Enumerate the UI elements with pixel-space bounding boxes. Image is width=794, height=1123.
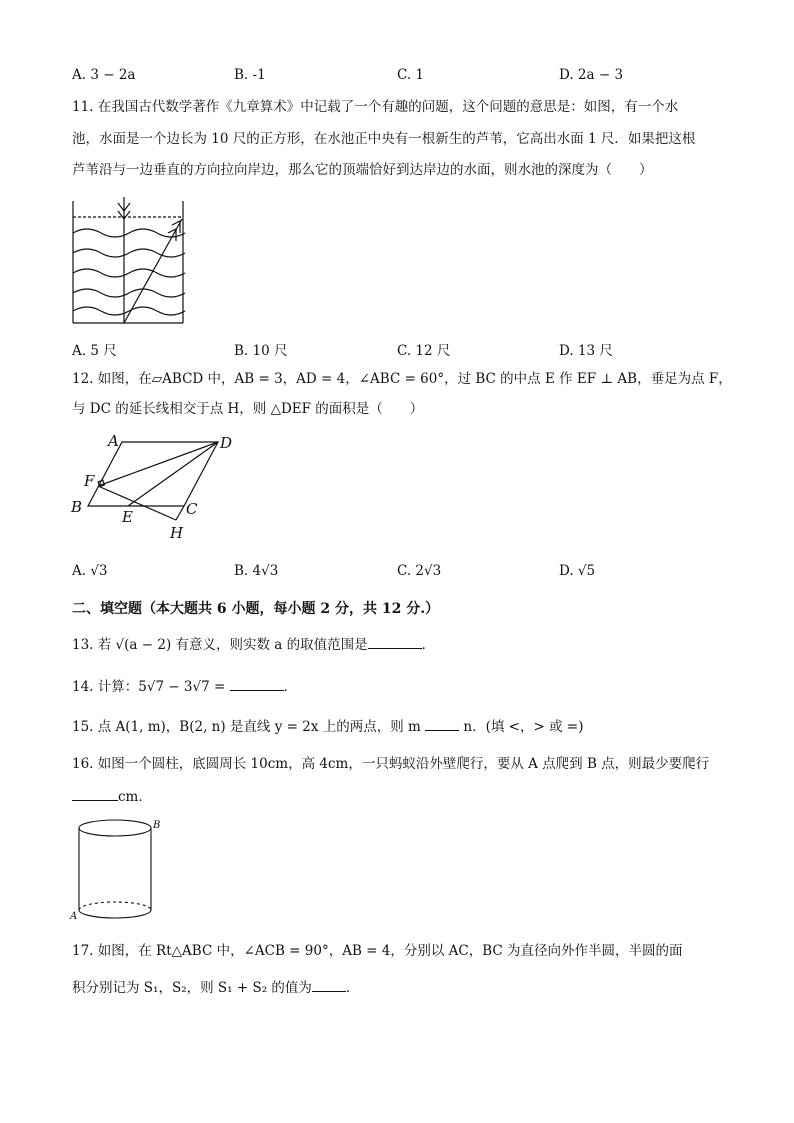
q10-option-a: A. 3 − 2a bbox=[72, 67, 136, 83]
q11-line-2: 池，水面是一个边长为 10 尺的正方形，在水池正中央有一根新生的芦苇，它高出水面 1 尺．如果把这根 bbox=[72, 131, 696, 147]
q16-unit: cm． bbox=[118, 789, 152, 805]
q13-text: 13. 若 √(a − 2) 有意义，则实数 a 的取值范围是 bbox=[72, 637, 368, 653]
q12-label-d: D bbox=[220, 434, 233, 452]
q10-option-b: B. -1 bbox=[234, 67, 266, 83]
section-title: 二、填空题（本大题共 6 小题，每小题 2 分，共 12 分.） bbox=[72, 601, 440, 617]
q17-end: ． bbox=[345, 980, 360, 996]
q15-answer-blank[interactable] bbox=[425, 716, 459, 731]
q14-end: ． bbox=[283, 679, 298, 695]
q10-option-d: D. 2a − 3 bbox=[559, 67, 624, 83]
q10-option-c: C. 1 bbox=[397, 67, 425, 83]
q12-line-2: 与 DC 的延长线相交于点 H，则 △DEF 的面积是（ ） bbox=[72, 401, 424, 417]
q12-label-f: F bbox=[84, 472, 95, 490]
q11-line-3: 芦苇沿与一边垂直的方向拉向岸边，那么它的顶端恰好到达岸边的水面，则水池的深度为（ ） bbox=[72, 162, 653, 178]
q16-label-b: B bbox=[153, 820, 161, 831]
q15-mid: n．(填 <，> 或 =) bbox=[463, 719, 584, 735]
q13-end: ． bbox=[421, 637, 436, 653]
q11-option-b: B. 10 尺 bbox=[234, 343, 288, 359]
q11-line-1: 11. 在我国古代数学著作《九章算术》中记载了一个有趣的问题，这个问题的意思是：如图，有一个水 bbox=[72, 99, 679, 115]
q17-answer-blank[interactable] bbox=[312, 977, 346, 992]
q14-text: 14. 计算：5√7 − 3√7 = bbox=[72, 679, 226, 695]
q11-option-c: C. 12 尺 bbox=[397, 343, 451, 359]
q12-option-a: A. √3 bbox=[72, 563, 108, 579]
q12-line-1: 12. 如图，在▱ABCD 中，AB = 3，AD = 4，∠ABC = 60°，过 BC 的中点 E 作 EF ⊥ AB，垂足为点 F， bbox=[72, 371, 732, 387]
q14-answer-blank[interactable] bbox=[230, 676, 284, 691]
q15-text: 15. 点 A(1, m)，B(2, n) 是直线 y = 2x 上的两点，则 m bbox=[72, 719, 421, 735]
q16-line-2 bbox=[72, 786, 152, 807]
q13-answer-blank[interactable] bbox=[368, 634, 422, 649]
q11-option-a: A. 5 尺 bbox=[72, 343, 117, 359]
q13 bbox=[72, 634, 435, 655]
q14 bbox=[72, 676, 297, 697]
q12-label-e: E bbox=[122, 508, 133, 526]
q16-line-1: 16. 如图一个圆柱，底圆周长 10cm，高 4cm，一只蚂蚁沿外壁爬行，要从 A 点爬到 B 点，则最少要爬行 bbox=[72, 756, 710, 772]
q12-option-c: C. 2√3 bbox=[397, 563, 442, 579]
q17-text: 积分别记为 S₁，S₂，则 S₁ + S₂ 的值为 bbox=[72, 980, 312, 996]
q16-answer-blank[interactable] bbox=[72, 786, 118, 801]
q12-label-b: B bbox=[71, 498, 83, 516]
q12-label-h: H bbox=[170, 524, 184, 542]
q12-label-a: A bbox=[108, 432, 119, 450]
q12-parallelogram-figure bbox=[66, 428, 246, 546]
q16-label-a: A bbox=[70, 911, 78, 922]
q12-label-c: C bbox=[186, 500, 198, 518]
q15 bbox=[72, 716, 583, 737]
q12-option-b: B. 4√3 bbox=[234, 563, 279, 579]
q11-option-d: D. 13 尺 bbox=[559, 343, 613, 359]
q17-line-2 bbox=[72, 977, 359, 998]
q11-pond-figure bbox=[70, 195, 190, 327]
q12-option-d: D. √5 bbox=[559, 563, 596, 579]
q17-line-1: 17. 如图，在 Rt△ABC 中，∠ACB = 90°，AB = 4，分别以 AC，BC 为直径向外作半圆，半圆的面 bbox=[72, 943, 683, 959]
q16-cylinder-figure bbox=[68, 816, 168, 924]
